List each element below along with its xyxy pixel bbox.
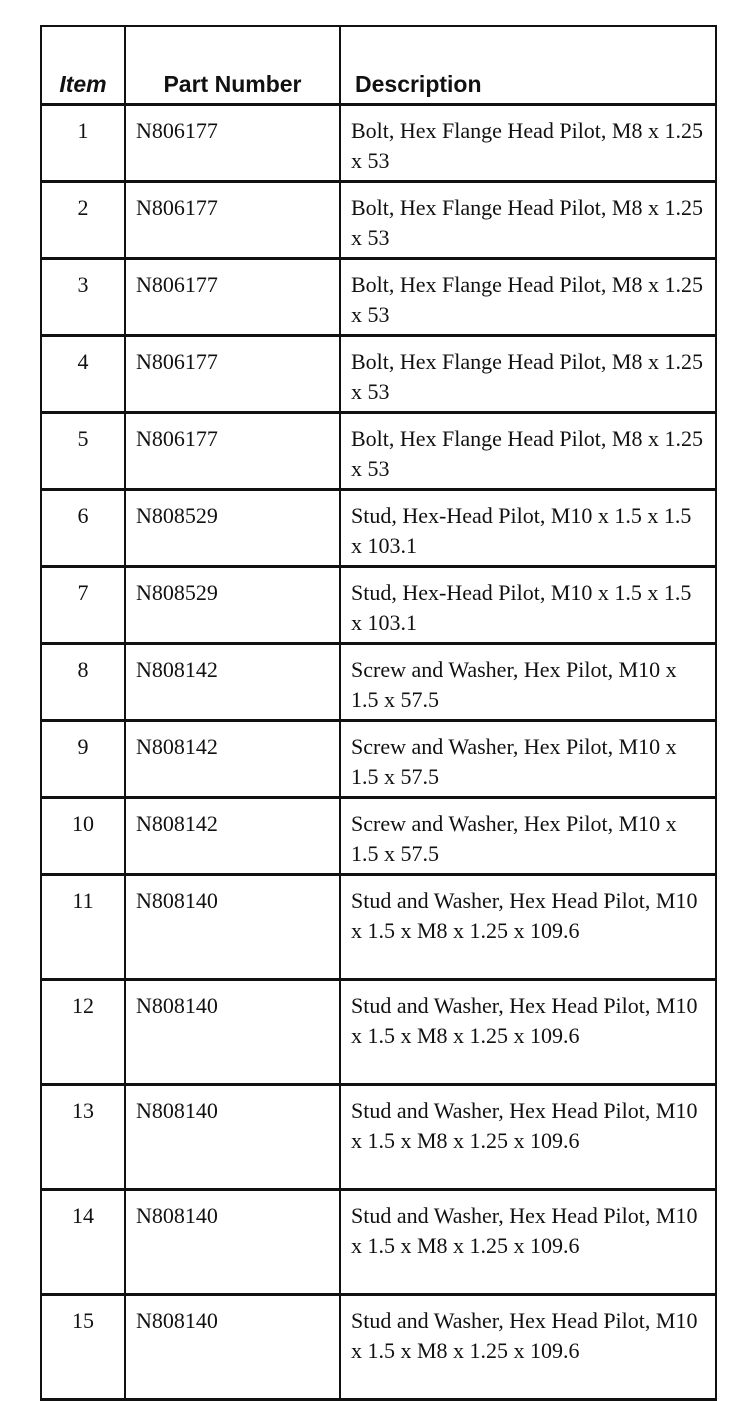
table-body xyxy=(41,105,716,1400)
description-cell: Bolt, Hex Flange Head Pilot, M8 x 1.25 x 53 xyxy=(340,336,716,413)
item-cell: 8 xyxy=(41,644,125,721)
description-cell: Bolt, Hex Flange Head Pilot, M8 x 1.25 x 53 xyxy=(340,105,716,182)
table-row xyxy=(41,721,716,798)
item-cell: 4 xyxy=(41,336,125,413)
description-cell: Stud and Washer, Hex Head Pilot, M10 x 1.5 x M8 x 1.25 x 109.6 xyxy=(340,1295,716,1400)
table-row xyxy=(41,105,716,182)
item-cell: 3 xyxy=(41,259,125,336)
item-cell: 7 xyxy=(41,567,125,644)
item-cell: 1 xyxy=(41,105,125,182)
part-number-cell: N806177 xyxy=(125,336,340,413)
table-header xyxy=(41,26,716,105)
item-cell: 10 xyxy=(41,798,125,875)
part-number-cell: N808140 xyxy=(125,1190,340,1295)
table-row xyxy=(41,1190,716,1295)
description-cell: Screw and Washer, Hex Pilot, M10 x 1.5 x 57.5 xyxy=(340,798,716,875)
part-number-cell: N808142 xyxy=(125,721,340,798)
part-number-cell: N808140 xyxy=(125,1085,340,1190)
table-row xyxy=(41,798,716,875)
description-cell: Stud and Washer, Hex Head Pilot, M10 x 1.5 x M8 x 1.25 x 109.6 xyxy=(340,980,716,1085)
item-cell: 12 xyxy=(41,980,125,1085)
description-cell: Bolt, Hex Flange Head Pilot, M8 x 1.25 x 53 xyxy=(340,413,716,490)
table-row xyxy=(41,336,716,413)
description-cell: Screw and Washer, Hex Pilot, M10 x 1.5 x 57.5 xyxy=(340,644,716,721)
part-number-cell: N808140 xyxy=(125,1295,340,1400)
part-number-cell: N806177 xyxy=(125,259,340,336)
table-row xyxy=(41,182,716,259)
part-number-cell: N808140 xyxy=(125,980,340,1085)
table-row xyxy=(41,259,716,336)
header-row xyxy=(41,26,716,105)
header-item: Item xyxy=(41,26,125,105)
description-cell: Stud, Hex-Head Pilot, M10 x 1.5 x 1.5 x 103.1 xyxy=(340,490,716,567)
table-row xyxy=(41,1085,716,1190)
table-row xyxy=(41,644,716,721)
description-cell: Stud and Washer, Hex Head Pilot, M10 x 1.5 x M8 x 1.25 x 109.6 xyxy=(340,1085,716,1190)
part-number-cell: N808529 xyxy=(125,490,340,567)
part-number-cell: N806177 xyxy=(125,413,340,490)
description-cell: Bolt, Hex Flange Head Pilot, M8 x 1.25 x 53 xyxy=(340,259,716,336)
description-cell: Screw and Washer, Hex Pilot, M10 x 1.5 x 57.5 xyxy=(340,721,716,798)
item-cell: 14 xyxy=(41,1190,125,1295)
table-row xyxy=(41,490,716,567)
header-part-number: Part Number xyxy=(125,26,340,105)
description-cell: Stud, Hex-Head Pilot, M10 x 1.5 x 1.5 x 103.1 xyxy=(340,567,716,644)
item-cell: 11 xyxy=(41,875,125,980)
item-cell: 5 xyxy=(41,413,125,490)
item-cell: 13 xyxy=(41,1085,125,1190)
part-number-cell: N806177 xyxy=(125,105,340,182)
item-cell: 2 xyxy=(41,182,125,259)
part-number-cell: N808142 xyxy=(125,644,340,721)
description-cell: Stud and Washer, Hex Head Pilot, M10 x 1.5 x M8 x 1.25 x 109.6 xyxy=(340,1190,716,1295)
item-cell: 6 xyxy=(41,490,125,567)
item-cell: 9 xyxy=(41,721,125,798)
parts-table xyxy=(40,25,717,1401)
header-description: Description xyxy=(340,26,716,105)
item-cell: 15 xyxy=(41,1295,125,1400)
table-row xyxy=(41,413,716,490)
part-number-cell: N806177 xyxy=(125,182,340,259)
part-number-cell: N808142 xyxy=(125,798,340,875)
description-cell: Bolt, Hex Flange Head Pilot, M8 x 1.25 x 53 xyxy=(340,182,716,259)
table-row xyxy=(41,567,716,644)
part-number-cell: N808529 xyxy=(125,567,340,644)
table-row xyxy=(41,980,716,1085)
table-row xyxy=(41,875,716,980)
description-cell: Stud and Washer, Hex Head Pilot, M10 x 1.5 x M8 x 1.25 x 109.6 xyxy=(340,875,716,980)
part-number-cell: N808140 xyxy=(125,875,340,980)
table-row xyxy=(41,1295,716,1400)
